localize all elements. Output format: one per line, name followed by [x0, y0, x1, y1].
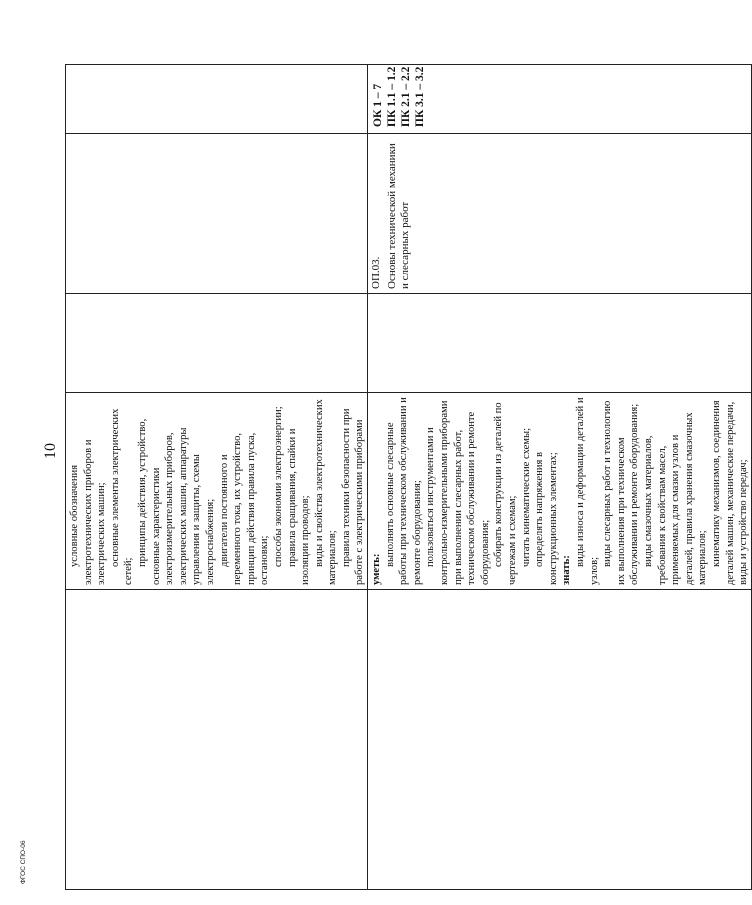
requirement-line: условные обозначения электротехнических приборов и электрических машин; [69, 439, 108, 585]
curriculum-table [65, 64, 752, 890]
competencies-cell [368, 65, 752, 134]
requirement-line: виды и свойства электротехнических материалов; [313, 399, 339, 585]
competency-code: ПК 3.1 – 3.2 [414, 66, 427, 127]
requirement-line: двигатели постоянного и переменного тока, их устройство, принцип действия правила пуска, остановки; [218, 432, 271, 585]
knowledge-line: кинематику механизмов, соединения деталей машин, механические передачи, виды и устройство передач; [710, 400, 750, 585]
requirement-line: правила сращивания, спайки и изоляции проводов; [286, 428, 312, 585]
empty-cell [368, 294, 752, 393]
skills-knowledge-text [368, 393, 751, 589]
requirement-line: правила техники безопасности при работе с электрическими приборами [340, 408, 366, 585]
table-row [66, 65, 368, 890]
discipline-name: Основы технической механики и слесарных работ [385, 143, 412, 289]
znat-list [574, 397, 751, 585]
requirement-line: основные элементы электрических сетей; [109, 408, 135, 585]
requirement-line: способы экономии электроэнергии; [272, 406, 284, 567]
requirement-line: принципы действия, устройство, основные характеристики электроизмерительных приборов, электрических машин, аппаратуры управления и защиты, схемы электроснабжения; [136, 418, 216, 585]
empty-cell [66, 134, 368, 294]
knowledge-line: виды износа и деформации деталей и узлов; [574, 397, 600, 585]
discipline-cell [368, 134, 752, 294]
skill-line: выполнять основные слесарные работы при техническом обслуживании и ремонте оборудования; [384, 397, 423, 585]
competencies-list [368, 65, 430, 133]
skill-line: читать кинематические схемы; [520, 427, 532, 567]
skill-line: определять напряжения в конструкционных элементах; [534, 452, 559, 585]
knowledge-line: виды смазочных материалов, требования к свойствам масел, применяемых для смазки узлов и деталей, правила хранения смазочных материалов; [642, 412, 709, 585]
requirements-cell [368, 393, 752, 590]
continuation-text [66, 393, 367, 589]
table-row [368, 65, 752, 890]
znat-label: знать: [561, 555, 573, 585]
empty-cell [66, 590, 368, 890]
footer-standard-code: ФГОС СПО-06 [20, 840, 27, 884]
umet-label: уметь: [371, 553, 383, 585]
page-number: 10 [42, 443, 59, 459]
empty-cell [368, 590, 752, 890]
skill-line: собирать конструкции из деталей по чертежам и схемам; [493, 402, 518, 585]
umet-list [384, 397, 561, 585]
competency-code: ПК 2.1 – 2.2 [400, 66, 413, 127]
knowledge-line: виды слесарных работ и технологию их выполнения при техническом обслуживании и ремонте оборудования; [602, 400, 641, 585]
competency-code: ПК 1.1 – 1.2 [386, 66, 399, 127]
empty-cell [66, 65, 368, 134]
skill-line: пользоваться инструментами и контрольно-измерительными приборами при выполнении слесарных работ, техническом обслуживании и ремонте оборудования; [425, 400, 491, 585]
empty-cell [66, 294, 368, 393]
competency-code: ОК 1 – 7 [372, 83, 385, 127]
requirements-cell [66, 393, 368, 590]
rotated-page-content [65, 65, 750, 890]
discipline-code: ОП.03. [370, 256, 383, 289]
